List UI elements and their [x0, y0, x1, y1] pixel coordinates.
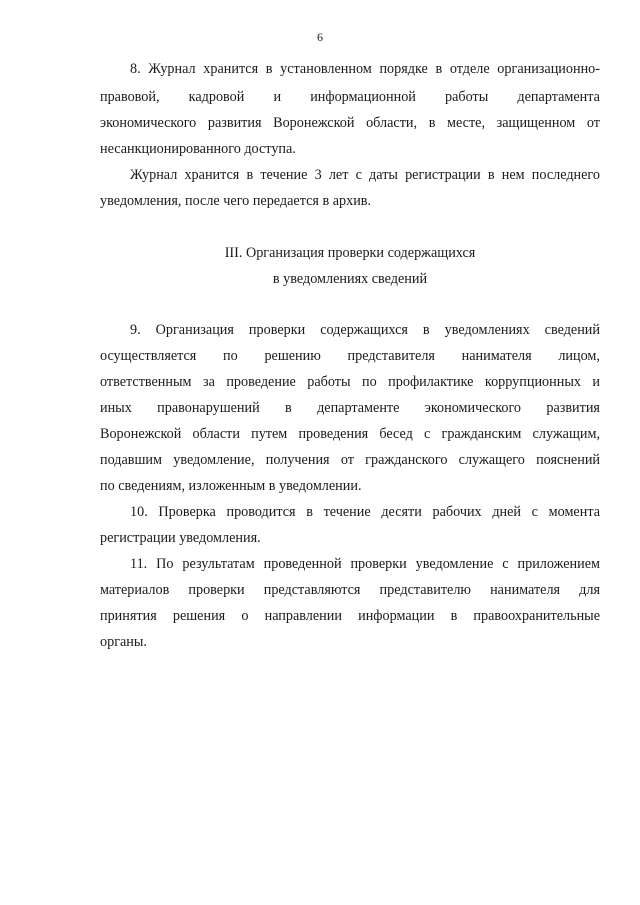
paragraph-11-line-3: принятия решения о направлении информации в правоохранительные	[100, 608, 600, 624]
paragraph-10-line-1: 10. Проверка проводится в течение десяти рабочих дней с момента	[130, 504, 600, 520]
word: нанимателя	[461, 348, 532, 364]
paragraph-storage-line-2: уведомления, после чего передается в архив.	[100, 193, 372, 209]
word: информационной	[310, 89, 416, 105]
paragraph-8-line-3: экономического развития Воронежской области, в месте, защищенном от	[100, 115, 600, 131]
word: по	[223, 348, 238, 364]
section-heading-line-1: III. Организация проверки содержащихся	[224, 245, 476, 261]
word: департаменте	[317, 400, 400, 416]
paragraph-9-line-3: ответственным за проведение работы по профилактике коррупционных и	[100, 374, 600, 390]
paragraph-9-line-5: Воронежской области путем проведения бесед с гражданским служащим,	[100, 426, 600, 442]
word: работы	[445, 89, 489, 105]
word: иных	[100, 400, 132, 416]
word: в	[285, 400, 292, 416]
paragraph-9-line-4	[100, 399, 600, 417]
page-number: 6	[317, 30, 323, 44]
word: правонарушений	[157, 400, 260, 416]
paragraph-8-line-1: 8. Журнал хранится в установленном порядке в отделе организационно-	[130, 61, 600, 77]
section-heading-line-2: в уведомлениях сведений	[272, 271, 428, 287]
word: развития	[546, 400, 600, 416]
paragraph-storage-line-1: Журнал хранится в течение 3 лет с даты регистрации в нем последнего	[130, 167, 600, 183]
word: и	[273, 89, 282, 105]
word: осуществляется	[100, 348, 197, 364]
paragraph-9-line-7: по сведениям, изложенным в уведомлении.	[100, 478, 362, 494]
word: представителя	[347, 348, 435, 364]
word: департамента	[517, 89, 600, 105]
paragraph-9-line-6: подавшим уведомление, получения от гражданского служащего пояснений	[100, 452, 600, 468]
word: экономического	[424, 400, 522, 416]
word: решению	[264, 348, 321, 364]
paragraph-9-line-1: 9. Организация проверки содержащихся в уведомлениях сведений	[130, 322, 600, 338]
paragraph-9-line-2	[100, 347, 600, 365]
paragraph-10-line-2: регистрации уведомления.	[100, 530, 261, 546]
word: лицом,	[558, 348, 600, 364]
word: правовой,	[100, 89, 160, 105]
paragraph-8-line-2	[100, 88, 600, 106]
word: кадровой	[188, 89, 245, 105]
paragraph-11-line-1: 11. По результатам проведенной проверки уведомление с приложением	[130, 556, 600, 572]
paragraph-11-line-2: материалов проверки представляются представителю нанимателя для	[100, 582, 600, 598]
paragraph-8-line-4: несанкционированного доступа.	[100, 141, 296, 157]
paragraph-11-line-4: органы.	[100, 634, 147, 650]
